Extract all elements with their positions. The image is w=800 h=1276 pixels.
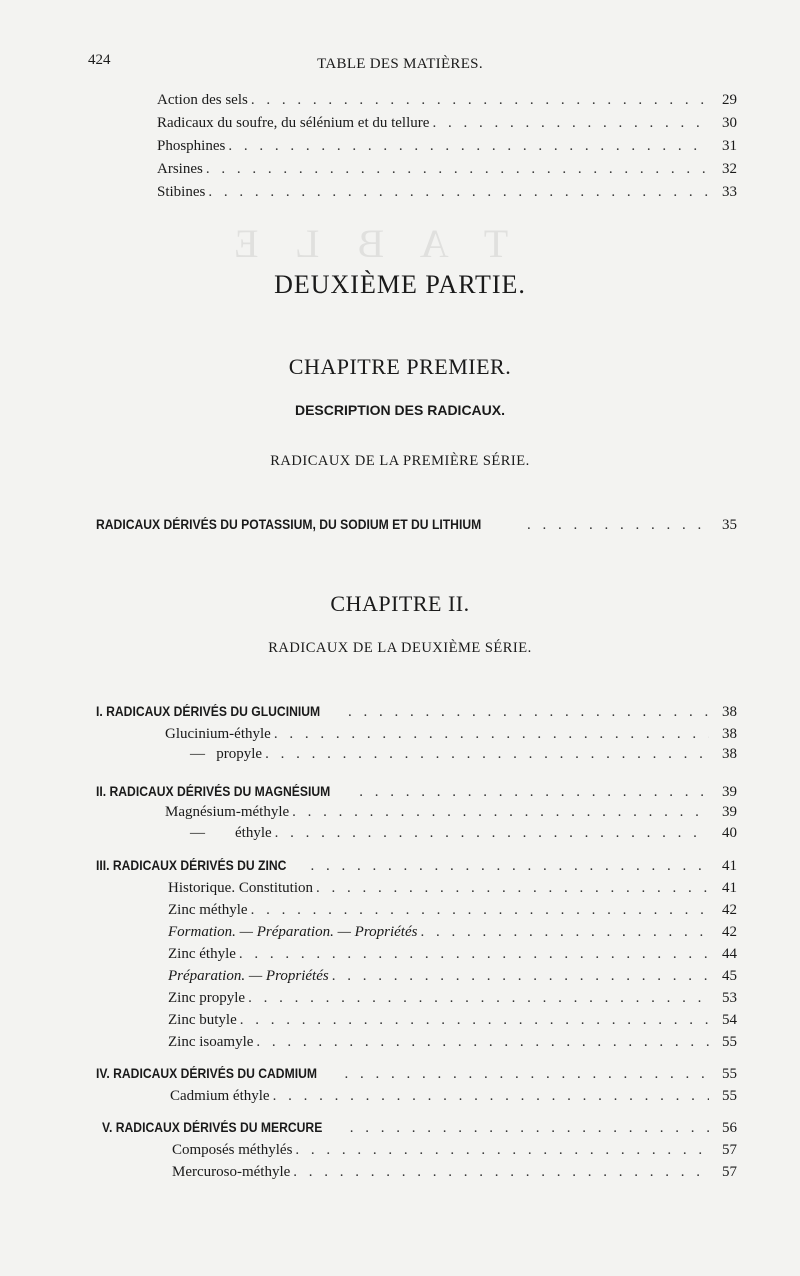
leader-dots bbox=[350, 1118, 709, 1138]
entry-label: Zinc propyle bbox=[168, 990, 246, 1006]
entry-page: 38 bbox=[722, 746, 737, 762]
entry-label: — propyle bbox=[190, 746, 263, 762]
running-title: TABLE DES MATIÈRES. bbox=[317, 56, 483, 72]
toc-entry bbox=[168, 1010, 737, 1030]
toc-entry bbox=[157, 159, 737, 179]
entry-label: Zinc méthyle bbox=[168, 902, 248, 918]
leader-dots bbox=[208, 182, 709, 202]
entry-label: Radicaux du soufre, du sélénium et du tellure bbox=[157, 115, 430, 131]
entry-label: Mercuroso-méthyle bbox=[172, 1164, 291, 1180]
entry-label: V. RADICAUX DÉRIVÉS DU MERCURE bbox=[102, 1120, 323, 1135]
entry-page: 35 bbox=[722, 517, 737, 533]
leader-dots bbox=[239, 944, 709, 964]
toc-entry bbox=[168, 922, 737, 942]
entry-label: III. RADICAUX DÉRIVÉS DU ZINC bbox=[96, 858, 287, 873]
entry-page: 42 bbox=[722, 902, 737, 918]
leader-dots bbox=[240, 1010, 709, 1030]
leader-dots bbox=[293, 1162, 709, 1182]
toc-section-entry bbox=[96, 856, 737, 876]
leader-dots bbox=[432, 113, 709, 133]
entry-label: Composés méthylés bbox=[172, 1142, 293, 1158]
toc-entry bbox=[170, 1086, 737, 1106]
toc-entry bbox=[168, 1032, 737, 1052]
entry-page: 38 bbox=[722, 704, 737, 720]
entry-page: 55 bbox=[722, 1034, 737, 1050]
entry-label: Cadmium éthyle bbox=[170, 1088, 270, 1104]
entry-page: 33 bbox=[722, 184, 737, 200]
entry-label: II. RADICAUX DÉRIVÉS DU MAGNÉSIUM bbox=[96, 784, 331, 799]
toc-entry bbox=[172, 1140, 737, 1160]
leader-dots bbox=[251, 90, 709, 110]
entry-label: Préparation. — Propriétés bbox=[168, 968, 329, 984]
entry-label: Zinc butyle bbox=[168, 1012, 237, 1028]
leader-dots bbox=[295, 1140, 709, 1160]
leader-dots bbox=[273, 1086, 709, 1106]
entry-label: Historique. Constitution bbox=[168, 880, 314, 896]
series-heading: RADICAUX DE LA PREMIÈRE SÉRIE. bbox=[270, 453, 530, 469]
leader-dots bbox=[316, 878, 709, 898]
toc-entry bbox=[157, 90, 737, 110]
leader-dots bbox=[228, 136, 709, 156]
leader-dots bbox=[256, 1032, 709, 1052]
entry-page: 57 bbox=[722, 1142, 737, 1158]
leader-dots bbox=[274, 724, 709, 744]
toc-entry bbox=[190, 823, 737, 843]
toc-entry bbox=[157, 113, 737, 133]
toc-entry bbox=[172, 1162, 737, 1182]
entry-page: 42 bbox=[722, 924, 737, 940]
entry-page: 40 bbox=[722, 825, 737, 841]
entry-page: 31 bbox=[722, 138, 737, 154]
entry-label: Phosphines bbox=[157, 138, 226, 154]
entry-page: 32 bbox=[722, 161, 737, 177]
entry-page: 55 bbox=[722, 1066, 737, 1082]
toc-entry bbox=[168, 878, 737, 898]
bleed-through-shadow: T A B L E bbox=[220, 221, 509, 266]
entry-page: 56 bbox=[722, 1120, 737, 1136]
entry-label: Stibines bbox=[157, 184, 206, 200]
toc-entry bbox=[168, 966, 737, 986]
toc-section-entry bbox=[96, 515, 737, 535]
entry-label: I. RADICAUX DÉRIVÉS DU GLUCINIUM bbox=[96, 704, 321, 719]
leader-dots bbox=[206, 159, 709, 179]
part-title: DEUXIÈME PARTIE. bbox=[274, 270, 526, 299]
entry-page: 54 bbox=[722, 1012, 737, 1028]
chapter-title: CHAPITRE PREMIER. bbox=[288, 354, 512, 379]
chapter-title: CHAPITRE II. bbox=[330, 591, 470, 616]
toc-entry bbox=[168, 900, 737, 920]
entry-label: Formation. — Préparation. — Propriétés bbox=[168, 924, 418, 940]
toc-section-entry bbox=[96, 702, 737, 722]
leader-dots bbox=[348, 702, 709, 722]
entry-page: 55 bbox=[722, 1088, 737, 1104]
entry-label: IV. RADICAUX DÉRIVÉS DU CADMIUM bbox=[96, 1066, 317, 1081]
entry-page: 38 bbox=[722, 726, 737, 742]
toc-section-entry bbox=[102, 1118, 737, 1138]
toc-section-entry bbox=[96, 782, 737, 802]
entry-page: 57 bbox=[722, 1164, 737, 1180]
toc-entry bbox=[168, 988, 737, 1008]
entry-label: Zinc éthyle bbox=[168, 946, 236, 962]
entry-page: 39 bbox=[722, 784, 737, 800]
entry-label: Magnésium-méthyle bbox=[165, 804, 290, 820]
entry-page: 39 bbox=[722, 804, 737, 820]
chapter-subtitle: DESCRIPTION DES RADICAUX. bbox=[294, 402, 506, 418]
entry-page: 30 bbox=[722, 115, 737, 131]
entry-page: 41 bbox=[722, 858, 737, 874]
toc-entry bbox=[165, 802, 737, 822]
entry-page: 44 bbox=[722, 946, 737, 962]
entry-label: Glucinium-éthyle bbox=[165, 726, 271, 742]
page-number: 424 bbox=[88, 52, 111, 68]
toc-section-entry bbox=[96, 1064, 737, 1084]
toc-entry bbox=[168, 944, 737, 964]
leader-dots bbox=[527, 515, 709, 535]
entry-label: Action des sels bbox=[157, 92, 248, 108]
toc-entry bbox=[157, 182, 737, 202]
leader-dots bbox=[275, 823, 709, 843]
leader-dots bbox=[332, 966, 709, 986]
entry-label: — éthyle bbox=[190, 825, 272, 841]
entry-page: 41 bbox=[722, 880, 737, 896]
leader-dots bbox=[265, 744, 709, 764]
toc-entry bbox=[190, 744, 737, 764]
entry-page: 53 bbox=[722, 990, 737, 1006]
leader-dots bbox=[311, 856, 709, 876]
leader-dots bbox=[420, 922, 709, 942]
leader-dots bbox=[292, 802, 709, 822]
entry-label: Arsines bbox=[157, 161, 203, 177]
leader-dots bbox=[359, 782, 709, 802]
series-heading: RADICAUX DE LA DEUXIÈME SÉRIE. bbox=[268, 640, 532, 656]
toc-entry bbox=[165, 724, 737, 744]
leader-dots bbox=[248, 988, 709, 1008]
toc-entry bbox=[157, 136, 737, 156]
entry-page: 29 bbox=[722, 92, 737, 108]
entry-label: RADICAUX DÉRIVÉS DU POTASSIUM, DU SODIUM ET DU LITHIUM bbox=[96, 517, 482, 532]
entry-label: Zinc isoamyle bbox=[168, 1034, 254, 1050]
entry-page: 45 bbox=[722, 968, 737, 984]
leader-dots bbox=[345, 1064, 709, 1084]
leader-dots bbox=[251, 900, 709, 920]
